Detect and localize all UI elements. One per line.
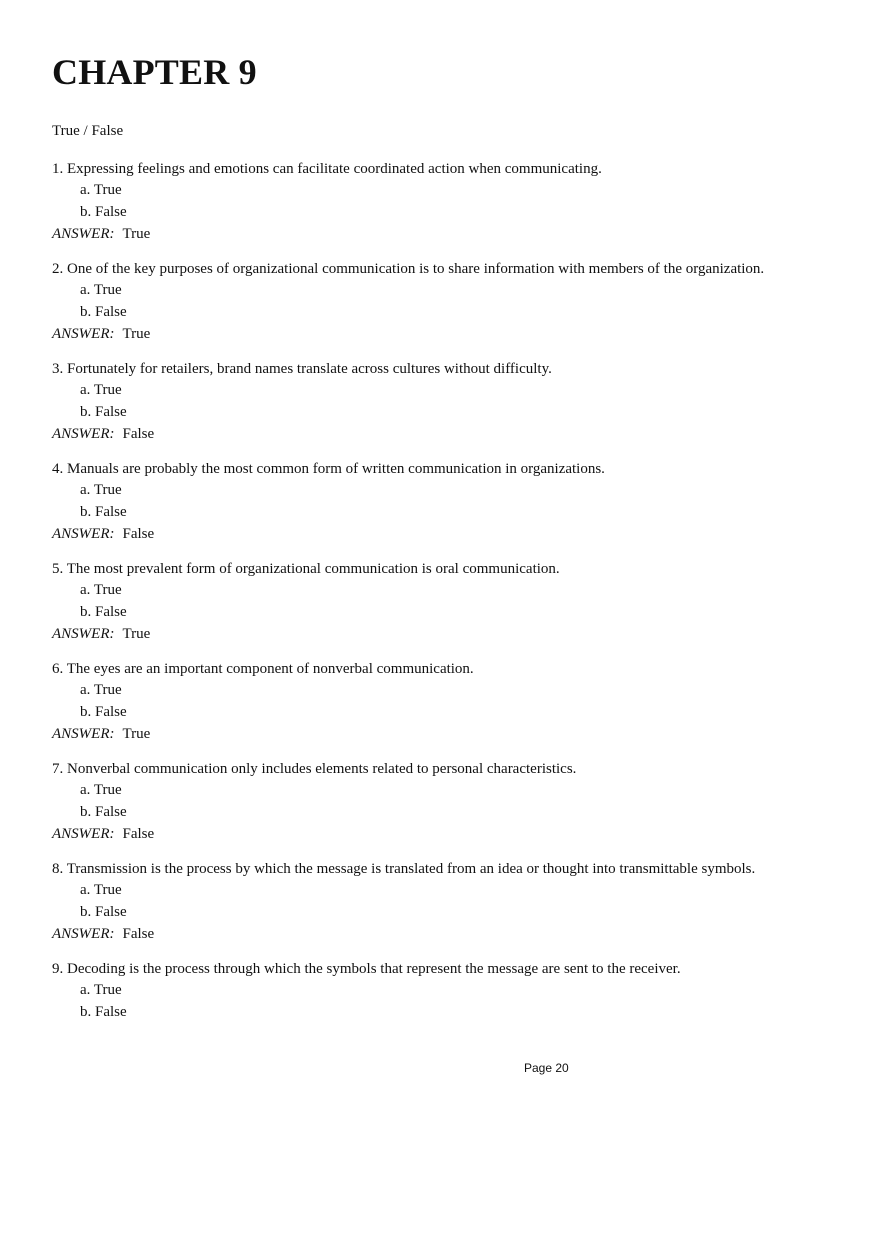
option-item [52, 1001, 842, 1023]
option-letter: b . [80, 404, 95, 420]
question-number: 7 . [52, 761, 67, 777]
option-text: False [95, 304, 127, 320]
option-letter: b . [80, 804, 95, 820]
answer-label: ANSWER: [52, 826, 115, 842]
option-letter: b . [80, 204, 95, 220]
option-letter: b . [80, 904, 95, 920]
answer-line [52, 723, 842, 745]
answer-line [52, 423, 842, 445]
question-number: 4 . [52, 461, 67, 477]
question-item [52, 759, 842, 845]
answer-line [52, 523, 842, 545]
answer-value: True [122, 726, 151, 742]
option-text: False [95, 704, 127, 720]
question-item [52, 559, 842, 645]
option-text: False [95, 604, 127, 620]
answer-label: ANSWER: [52, 326, 115, 342]
question-item [52, 659, 842, 745]
option-item [52, 901, 842, 923]
question-number: 9 . [52, 961, 67, 977]
question-item [52, 259, 842, 345]
chapter-title: CHAPTER 9 [52, 52, 257, 92]
answer-line [52, 323, 842, 345]
answer-label: ANSWER: [52, 626, 115, 642]
option-item [52, 701, 842, 723]
option-letter: b . [80, 504, 95, 520]
option-text: False [95, 804, 127, 820]
option-text: True [93, 382, 122, 398]
option-text: True [93, 182, 122, 198]
option-text: True [93, 882, 122, 898]
answer-line [52, 623, 842, 645]
answer-line [52, 223, 842, 245]
question-item [52, 359, 842, 445]
question-text: The eyes are an important component of nonverbal communication. [66, 661, 474, 677]
option-item [52, 579, 842, 601]
document-page [52, 52, 842, 1037]
section-label: True / False [52, 123, 124, 139]
question-item [52, 859, 842, 945]
answer-value: False [122, 926, 155, 942]
question-text-line [52, 859, 842, 879]
option-letter: a . [80, 282, 94, 298]
option-item [52, 601, 842, 623]
answer-label: ANSWER: [52, 426, 115, 442]
option-list [52, 379, 842, 423]
question-text: Manuals are probably the most common form of written communication in organizations. [67, 461, 605, 477]
option-text: True [93, 782, 122, 798]
answer-label: ANSWER: [52, 726, 115, 742]
option-text: False [95, 404, 127, 420]
option-letter: a . [80, 382, 94, 398]
question-text-line [52, 559, 842, 579]
answer-label: ANSWER: [52, 226, 115, 242]
option-text: False [95, 1004, 127, 1020]
option-item [52, 879, 842, 901]
question-text: Expressing feelings and emotions can facilitate coordinated action when communicating. [67, 161, 602, 177]
page-number: Page 20 [524, 1061, 569, 1075]
option-list [52, 179, 842, 223]
question-text: Fortunately for retailers, brand names translate across cultures without difficulty. [67, 361, 552, 377]
question-item [52, 959, 842, 1023]
answer-value: False [122, 426, 155, 442]
option-item [52, 779, 842, 801]
answer-value: True [122, 226, 151, 242]
question-list [52, 159, 842, 1023]
option-list [52, 679, 842, 723]
question-number: 8 . [52, 861, 67, 877]
question-text: One of the key purposes of organizational communication is to share information with members of the organization. [67, 261, 765, 277]
option-list [52, 979, 842, 1023]
option-text: True [93, 582, 122, 598]
option-item [52, 979, 842, 1001]
option-item [52, 179, 842, 201]
answer-value: False [122, 526, 155, 542]
answer-label: ANSWER: [52, 926, 115, 942]
option-letter: a . [80, 982, 94, 998]
question-number: 1 . [52, 161, 67, 177]
question-text-line [52, 759, 842, 779]
question-text: Decoding is the process through which the symbols that represent the message are sent to the receiver. [67, 961, 681, 977]
question-text: Transmission is the process by which the message is translated from an idea or thought into transmittable symbols. [66, 861, 756, 877]
question-item [52, 459, 842, 545]
option-text: True [93, 282, 122, 298]
question-number: 6 . [52, 661, 67, 677]
option-text: True [93, 982, 122, 998]
option-item [52, 379, 842, 401]
option-letter: a . [80, 882, 94, 898]
option-letter: b . [80, 304, 95, 320]
option-list [52, 579, 842, 623]
answer-value: False [122, 826, 155, 842]
question-text: The most prevalent form of organizational communication is oral communication. [66, 561, 560, 577]
option-letter: b . [80, 704, 95, 720]
question-text: Nonverbal communication only includes elements related to personal characteristics. [67, 761, 577, 777]
answer-line [52, 823, 842, 845]
option-list [52, 779, 842, 823]
option-item [52, 201, 842, 223]
option-letter: a . [80, 782, 94, 798]
option-item [52, 301, 842, 323]
option-letter: a . [80, 582, 94, 598]
answer-value: True [122, 626, 151, 642]
option-text: False [95, 504, 127, 520]
question-text-line [52, 259, 842, 279]
option-letter: a . [80, 182, 94, 198]
option-text: True [93, 482, 122, 498]
option-letter: a . [80, 482, 94, 498]
option-text: False [95, 904, 127, 920]
option-letter: a . [80, 682, 94, 698]
option-item [52, 479, 842, 501]
option-letter: b . [80, 1004, 95, 1020]
question-text-line [52, 459, 842, 479]
option-text: True [93, 682, 122, 698]
question-number: 5 . [52, 561, 67, 577]
option-list [52, 279, 842, 323]
option-item [52, 801, 842, 823]
question-number: 2 . [52, 261, 67, 277]
question-text-line [52, 159, 842, 179]
option-list [52, 479, 842, 523]
option-item [52, 501, 842, 523]
answer-line [52, 923, 842, 945]
option-item [52, 401, 842, 423]
option-text: False [95, 204, 127, 220]
question-text-line [52, 959, 842, 979]
question-text-line [52, 659, 842, 679]
option-letter: b . [80, 604, 95, 620]
option-item [52, 679, 842, 701]
question-item [52, 159, 842, 245]
question-number: 3 . [52, 361, 67, 377]
question-text-line [52, 359, 842, 379]
answer-value: True [122, 326, 151, 342]
answer-label: ANSWER: [52, 526, 115, 542]
option-item [52, 279, 842, 301]
option-list [52, 879, 842, 923]
